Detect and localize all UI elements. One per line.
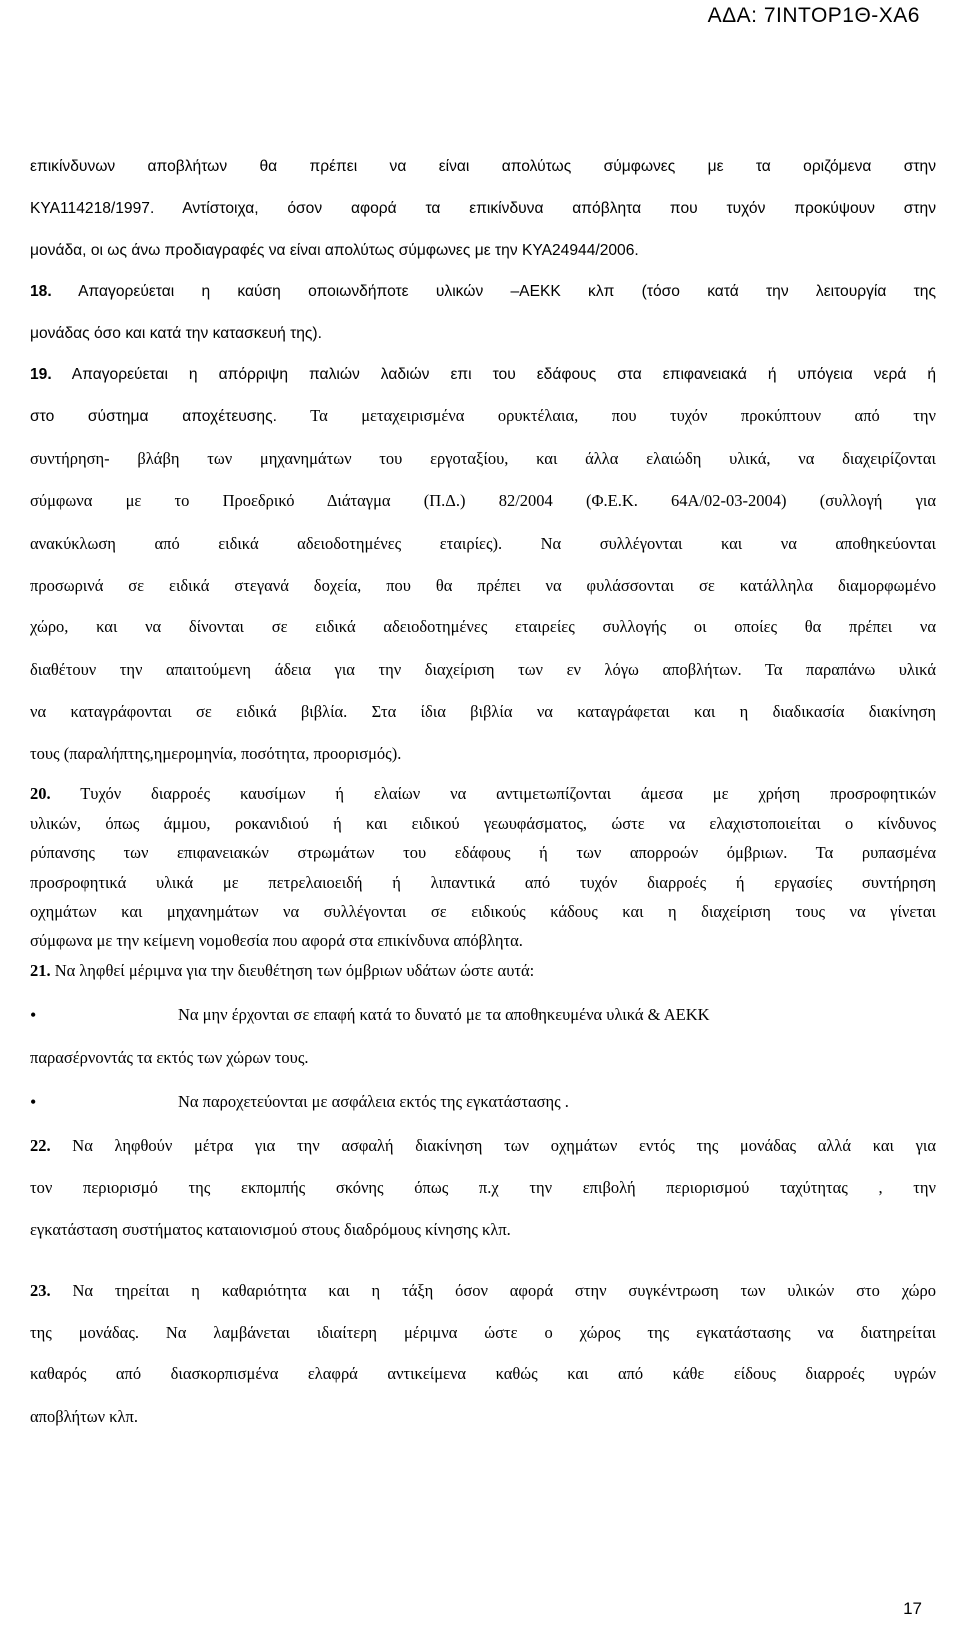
bullet-item-1-continuation: παρασέρνοντάς τα εκτός των χώρων τους.	[30, 1048, 309, 1067]
item-20	[30, 783, 936, 805]
intro-line-3: μονάδα, οι ως άνω προδιαγραφές να είναι απολύτως σύμφωνες με την ΚΥΑ24944/2006.	[30, 242, 639, 259]
item-19-line: τους (παραλήπτης,ημερομηνία, ποσότητα, προορισμός).	[30, 744, 402, 763]
item-19-line: να καταγράφονται σε ειδικά βιβλία. Στα ίδια βιβλία να καταγράφεται και η διαδικασία διακίνηση	[30, 702, 936, 721]
item-19-line: ανακύκλωση από ειδικά αδειοδοτημένες εταιρίες). Να συλλέγονται και να αποθηκεύονται	[30, 534, 936, 553]
item-text-serif: Τα μεταχειρισμένα ορυκτέλαια, που τυχόν προκύπτουν από την	[276, 406, 936, 425]
item-19-line: συντήρηση- βλάβη των μηχανημάτων του εργοταξίου, και άλλα ελαιώδη υλικά, να διαχειρίζονται	[30, 449, 936, 468]
intro-line-2: ΚΥΑ114218/1997. Αντίστοιχα, όσον αφορά τα επικίνδυνα απόβλητα που τυχόν προκύψουν στην	[30, 200, 936, 217]
document-body	[30, 0, 936, 1627]
bullet-icon: •	[30, 1005, 37, 1025]
item-text-sans: στο σύστημα αποχέτευσης.	[30, 408, 277, 425]
item-text: Απαγορεύεται η απόρριψη παλιών λαδιών επι του εδάφους στα επιφανειακά ή υπόγεια νερά ή	[51, 366, 936, 383]
page-number: 17	[903, 1599, 922, 1618]
item-22-line: τον περιορισμό της εκπομπής σκόνης όπως π.χ την επιβολή περιορισμού ταχύτητας , την	[30, 1178, 936, 1197]
item-22-line: εγκατάσταση συστήματος καταιονισμού στους διαδρόμους κίνησης κλπ.	[30, 1220, 511, 1239]
item-20-line: οχημάτων και μηχανημάτων να συλλέγονται σε ειδικούς κάδους και η διαχείριση τους να γίνεται	[30, 902, 936, 921]
item-number: 19.	[30, 366, 52, 383]
item-20-line: προσροφητικά υλικά με πετρελαιοειδή ή λιπαντικά από τυχόν διαρροές ή εργασίες συντήρηση	[30, 873, 936, 892]
item-19	[30, 364, 936, 386]
intro-line-1: επικίνδυνων αποβλήτων θα πρέπει να είναι απολύτως σύμφωνες με τα οριζόμενα στην	[30, 158, 936, 175]
item-23-line: αποβλήτων κλπ.	[30, 1407, 138, 1426]
item-18	[30, 281, 936, 303]
item-19-line: διαθέτουν την απαιτούμενη άδεια για την διαχείριση των εν λόγω αποβλήτων. Τα παραπάνω υλικά	[30, 660, 936, 679]
item-20-line: σύμφωνα με την κείμενη νομοθεσία που αφορά στα επικίνδυνα απόβλητα.	[30, 931, 523, 950]
item-18-line-2: μονάδας όσο και κατά την κατασκευή της).	[30, 325, 322, 342]
item-23-line: καθαρός από διασκορπισμένα ελαφρά αντικείμενα καθώς και από κάθε είδους διαρροές υγρών	[30, 1364, 936, 1383]
item-number: 23.	[30, 1281, 51, 1300]
item-22	[30, 1135, 936, 1157]
item-text: Να τηρείται η καθαριότητα και η τάξη όσον αφορά στην συγκέντρωση των υλικών στο χώρο	[50, 1281, 936, 1300]
bullet-icon: •	[30, 1092, 37, 1112]
item-19-line-2	[30, 405, 936, 428]
item-number: 22.	[30, 1136, 51, 1155]
item-19-line: χώρο, και να δίνονται σε ειδικά αδειοδοτημένες εταιρείες συλλογής οι οποίες θα πρέπει να	[30, 617, 936, 636]
item-number: 18.	[30, 283, 52, 300]
bullet-text: Να μην έρχονται σε επαφή κατά το δυνατό με τα αποθηκευμένα υλικά & ΑΕΚΚ	[178, 1005, 710, 1024]
bullet-text: Να παροχετεύονται με ασφάλεια εκτός της εγκατάστασης .	[178, 1092, 569, 1111]
item-20-line: ρύπανσης των επιφανειακών στρωμάτων του εδάφους ή των απορροών όμβριων. Τα ρυπασμένα	[30, 843, 936, 862]
item-20-line: υλικών, όπως άμμου, ροκανιδιού ή και ειδικού γεωυφάσματος, ώστε να ελαχιστοποιείται ο κίνδυνος	[30, 814, 936, 833]
item-text: Τυχόν διαρροές καυσίμων ή ελαίων να αντιμετωπίζονται άμεσα με χρήση προσροφητικών	[50, 784, 936, 803]
bullet-item-1	[30, 1004, 936, 1026]
item-text: Απαγορεύεται η καύση οποιωνδήποτε υλικών –ΑΕΚΚ κλπ (τόσο κατά την λειτουργία της	[51, 283, 936, 300]
item-23-line: της μονάδας. Να λαμβάνεται ιδιαίτερη μέριμνα ώστε ο χώρος της εγκατάστασης να διατηρείται	[30, 1323, 936, 1342]
item-number: 20.	[30, 784, 51, 803]
item-number: 21.	[30, 961, 51, 980]
item-19-line: σύμφωνα με το Προεδρικό Διάταγμα (Π.Δ.) 82/2004 (Φ.Ε.Κ. 64Α/02-03-2004) (συλλογή για	[30, 491, 936, 510]
item-21	[30, 960, 936, 982]
item-23	[30, 1280, 936, 1302]
item-text: Να ληφθεί μέριμνα για την διευθέτηση των όμβριων υδάτων ώστε αυτά:	[50, 961, 535, 980]
item-text: Να ληφθούν μέτρα για την ασφαλή διακίνηση των οχημάτων εντός της μονάδας αλλά και για	[50, 1136, 936, 1155]
ada-code: ΑΔΑ: 7ΙΝΤΟΡ1Θ-ΧΑ6	[707, 4, 920, 27]
bullet-item-2	[30, 1091, 936, 1113]
item-19-line: προσωρινά σε ειδικά στεγανά δοχεία, που θα πρέπει να φυλάσσονται σε κατάλληλα διαμορφωμένο	[30, 576, 936, 595]
